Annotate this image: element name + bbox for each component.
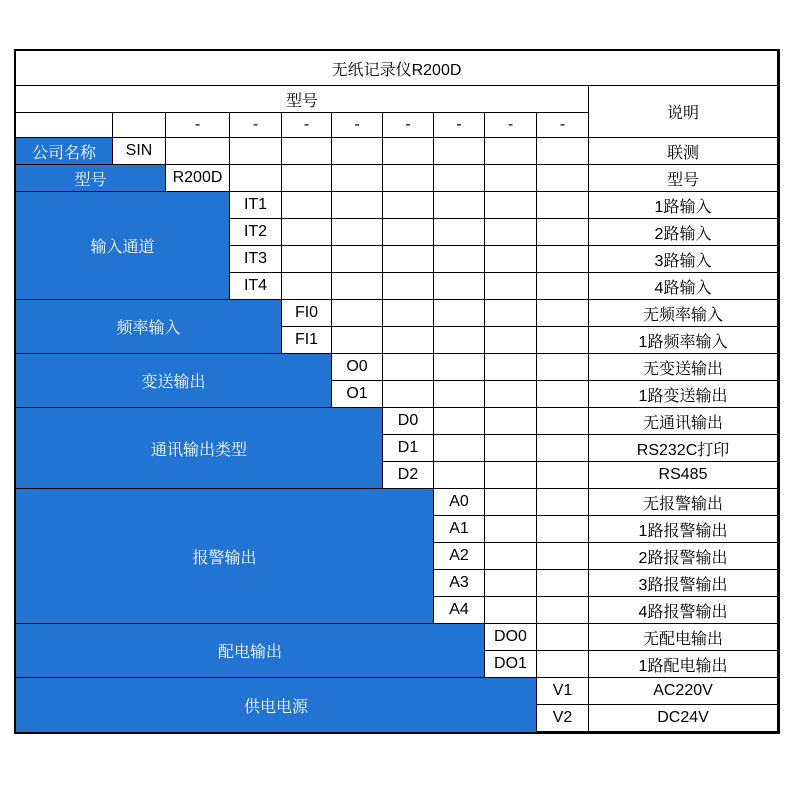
empty-cell bbox=[485, 354, 537, 381]
option-desc: 3路报警输出 bbox=[589, 570, 778, 597]
empty-cell bbox=[434, 462, 485, 489]
dash-cell: - bbox=[166, 113, 230, 138]
option-code: A2 bbox=[434, 543, 485, 570]
empty-cell bbox=[537, 516, 589, 543]
empty-cell bbox=[383, 138, 434, 165]
empty-cell bbox=[383, 300, 434, 327]
empty-cell bbox=[537, 651, 589, 678]
empty-cell bbox=[485, 462, 537, 489]
option-code: V1 bbox=[537, 678, 589, 705]
model-header-cell: 型号 bbox=[16, 86, 589, 113]
empty-cell bbox=[434, 246, 485, 273]
option-code: IT1 bbox=[230, 192, 282, 219]
option-code: A0 bbox=[434, 489, 485, 516]
empty-cell bbox=[282, 165, 332, 192]
empty-cell bbox=[434, 327, 485, 354]
title-row bbox=[16, 51, 778, 86]
section-label-frequency-input: 频率输入 bbox=[16, 300, 282, 354]
empty-cell bbox=[537, 192, 589, 219]
empty-cell bbox=[485, 489, 537, 516]
empty-cell bbox=[282, 219, 332, 246]
option-row bbox=[16, 354, 778, 381]
option-desc: 1路输入 bbox=[589, 192, 778, 219]
empty-cell bbox=[434, 300, 485, 327]
empty-cell bbox=[383, 246, 434, 273]
empty-cell bbox=[332, 327, 383, 354]
option-row bbox=[16, 678, 778, 705]
empty-cell bbox=[332, 192, 383, 219]
option-code: O1 bbox=[332, 381, 383, 408]
option-code: O0 bbox=[332, 354, 383, 381]
empty-cell bbox=[230, 138, 282, 165]
option-row bbox=[16, 489, 778, 516]
empty-cell bbox=[537, 435, 589, 462]
empty-cell bbox=[434, 165, 485, 192]
empty-cell bbox=[485, 192, 537, 219]
empty-cell bbox=[113, 113, 166, 138]
empty-cell bbox=[332, 273, 383, 300]
option-code: D1 bbox=[383, 435, 434, 462]
empty-cell bbox=[434, 273, 485, 300]
option-code: DO1 bbox=[485, 651, 537, 678]
empty-cell bbox=[332, 165, 383, 192]
empty-cell bbox=[332, 246, 383, 273]
option-desc: 无报警输出 bbox=[589, 489, 778, 516]
empty-cell bbox=[537, 381, 589, 408]
empty-cell bbox=[537, 597, 589, 624]
option-row bbox=[16, 624, 778, 651]
empty-cell bbox=[434, 381, 485, 408]
empty-cell bbox=[383, 273, 434, 300]
empty-cell bbox=[332, 219, 383, 246]
section-label-model: 型号 bbox=[16, 165, 166, 192]
option-desc: 联测 bbox=[589, 138, 778, 165]
section-label-alarm-output: 报警输出 bbox=[16, 489, 434, 624]
option-code: SIN bbox=[113, 138, 166, 165]
dash-cell: - bbox=[485, 113, 537, 138]
option-row bbox=[16, 138, 778, 165]
dash-cell: - bbox=[434, 113, 485, 138]
empty-cell bbox=[485, 273, 537, 300]
empty-cell bbox=[537, 327, 589, 354]
empty-cell bbox=[537, 624, 589, 651]
option-code: IT2 bbox=[230, 219, 282, 246]
option-row bbox=[16, 165, 778, 192]
empty-cell bbox=[434, 192, 485, 219]
option-desc: DC24V bbox=[589, 705, 778, 732]
empty-cell bbox=[485, 543, 537, 570]
section-label-distribution-output: 配电输出 bbox=[16, 624, 485, 678]
option-desc: RS485 bbox=[589, 462, 778, 489]
empty-cell bbox=[485, 300, 537, 327]
option-code: D2 bbox=[383, 462, 434, 489]
option-desc: 4路报警输出 bbox=[589, 597, 778, 624]
empty-cell bbox=[537, 219, 589, 246]
empty-cell bbox=[537, 246, 589, 273]
option-desc: 3路输入 bbox=[589, 246, 778, 273]
option-desc: 1路频率输入 bbox=[589, 327, 778, 354]
option-code: D0 bbox=[383, 408, 434, 435]
empty-cell bbox=[230, 165, 282, 192]
empty-cell bbox=[485, 408, 537, 435]
model-selection-table bbox=[14, 49, 780, 734]
section-label-company: 公司名称 bbox=[16, 138, 113, 165]
section-label-input-channels: 输入通道 bbox=[16, 192, 230, 300]
option-code: R200D bbox=[166, 165, 230, 192]
empty-cell bbox=[537, 138, 589, 165]
empty-cell bbox=[485, 138, 537, 165]
empty-cell bbox=[383, 381, 434, 408]
empty-cell bbox=[485, 570, 537, 597]
empty-cell bbox=[383, 192, 434, 219]
empty-cell bbox=[383, 327, 434, 354]
header-row bbox=[16, 86, 778, 113]
option-row bbox=[16, 408, 778, 435]
empty-cell bbox=[485, 597, 537, 624]
option-desc: 1路变送输出 bbox=[589, 381, 778, 408]
dash-cell: - bbox=[537, 113, 589, 138]
empty-cell bbox=[332, 138, 383, 165]
option-desc: 2路报警输出 bbox=[589, 543, 778, 570]
empty-cell bbox=[282, 246, 332, 273]
empty-cell bbox=[434, 219, 485, 246]
empty-cell bbox=[434, 138, 485, 165]
option-desc: 无变送输出 bbox=[589, 354, 778, 381]
empty-cell bbox=[537, 543, 589, 570]
empty-cell bbox=[485, 327, 537, 354]
section-label-power-supply: 供电电源 bbox=[16, 678, 537, 732]
option-code: FI1 bbox=[282, 327, 332, 354]
empty-cell bbox=[485, 381, 537, 408]
empty-cell bbox=[537, 165, 589, 192]
empty-cell bbox=[485, 219, 537, 246]
option-code: FI0 bbox=[282, 300, 332, 327]
empty-cell bbox=[434, 435, 485, 462]
dash-cell: - bbox=[332, 113, 383, 138]
option-desc: 无通讯输出 bbox=[589, 408, 778, 435]
option-code: A4 bbox=[434, 597, 485, 624]
option-row bbox=[16, 300, 778, 327]
empty-cell bbox=[537, 354, 589, 381]
option-desc: RS232C打印 bbox=[589, 435, 778, 462]
empty-cell bbox=[485, 246, 537, 273]
empty-cell bbox=[537, 273, 589, 300]
empty-cell bbox=[282, 192, 332, 219]
empty-cell bbox=[537, 570, 589, 597]
dash-cell: - bbox=[282, 113, 332, 138]
option-row bbox=[16, 192, 778, 219]
option-code: IT3 bbox=[230, 246, 282, 273]
option-desc: 2路输入 bbox=[589, 219, 778, 246]
empty-cell bbox=[434, 354, 485, 381]
option-code: IT4 bbox=[230, 273, 282, 300]
empty-cell bbox=[383, 354, 434, 381]
empty-cell bbox=[537, 408, 589, 435]
option-desc: 无配电输出 bbox=[589, 624, 778, 651]
empty-cell bbox=[485, 165, 537, 192]
empty-cell bbox=[537, 462, 589, 489]
option-desc: 1路配电输出 bbox=[589, 651, 778, 678]
dash-cell: - bbox=[383, 113, 434, 138]
empty-cell bbox=[383, 219, 434, 246]
option-desc: 1路报警输出 bbox=[589, 516, 778, 543]
section-label-comm-output-type: 通讯输出类型 bbox=[16, 408, 383, 489]
option-code: DO0 bbox=[485, 624, 537, 651]
option-desc: AC220V bbox=[589, 678, 778, 705]
empty-cell bbox=[166, 138, 230, 165]
empty-cell bbox=[537, 489, 589, 516]
option-desc: 型号 bbox=[589, 165, 778, 192]
empty-cell bbox=[434, 408, 485, 435]
empty-cell bbox=[485, 516, 537, 543]
empty-cell bbox=[537, 300, 589, 327]
empty-cell bbox=[332, 300, 383, 327]
section-label-transmit-output: 变送输出 bbox=[16, 354, 332, 408]
option-code: A3 bbox=[434, 570, 485, 597]
dash-cell: - bbox=[230, 113, 282, 138]
table-title: 无纸记录仪R200D bbox=[16, 51, 778, 86]
empty-cell bbox=[282, 138, 332, 165]
desc-header-cell: 说明 bbox=[589, 86, 778, 138]
empty-cell bbox=[485, 435, 537, 462]
option-code: A1 bbox=[434, 516, 485, 543]
empty-cell bbox=[16, 113, 113, 138]
empty-cell bbox=[383, 165, 434, 192]
option-code: V2 bbox=[537, 705, 589, 732]
option-desc: 4路输入 bbox=[589, 273, 778, 300]
option-desc: 无频率输入 bbox=[589, 300, 778, 327]
empty-cell bbox=[282, 273, 332, 300]
